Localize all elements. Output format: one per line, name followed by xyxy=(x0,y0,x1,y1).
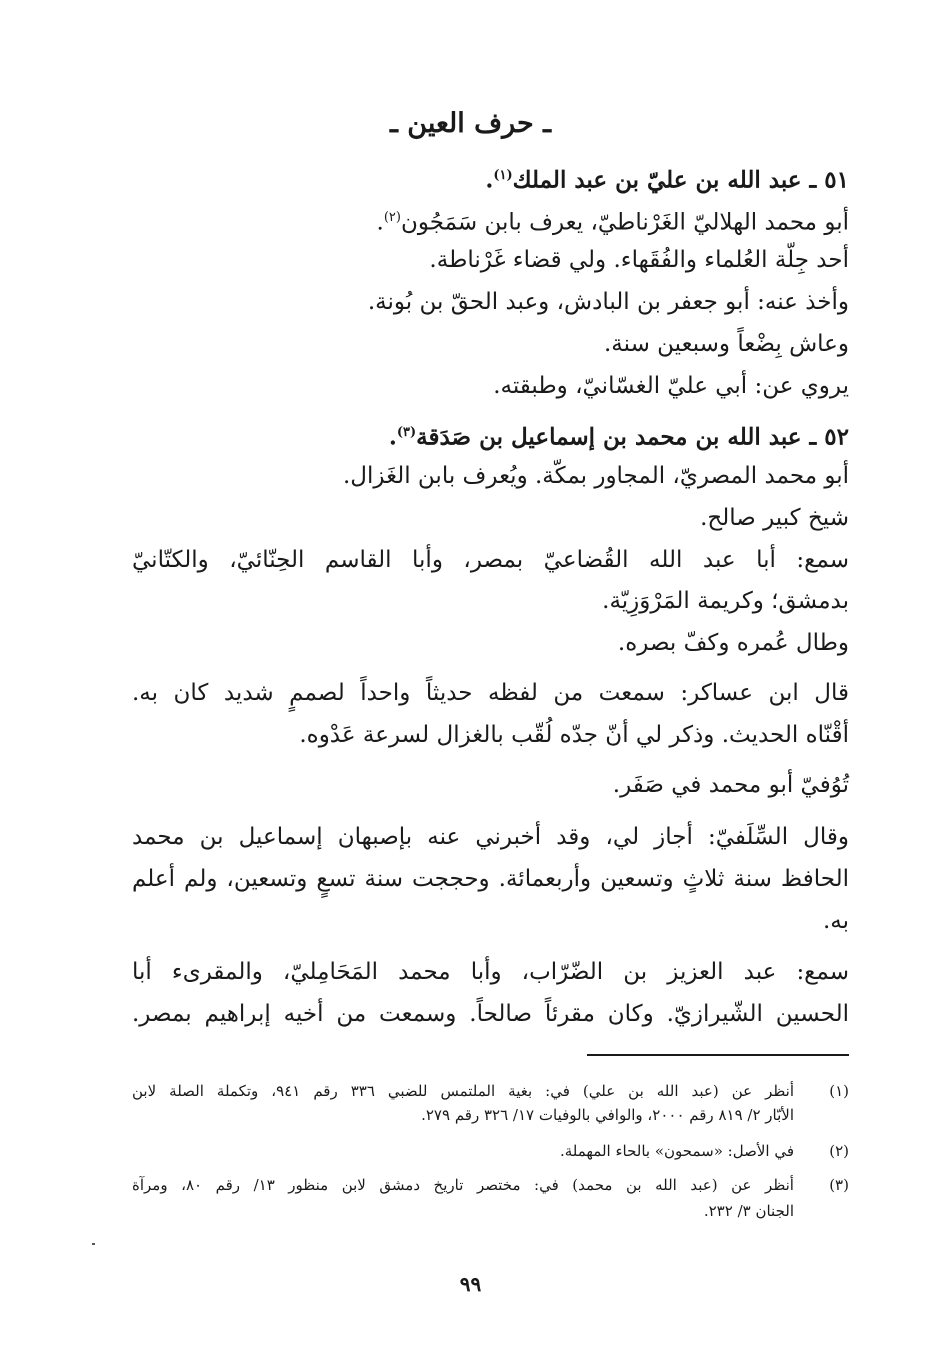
entry-52-heading xyxy=(389,418,849,453)
footnote-ref: (٣) xyxy=(396,425,417,440)
entry-52-line-5: وطال عُمره وكفّ بصره. xyxy=(617,630,849,656)
entry-51-line-5: يروي عن: أبي عليّ الغسّانيّ، وطبقته. xyxy=(493,373,849,399)
footnote-3-line-1 xyxy=(132,1174,849,1196)
entry-51-line-3: وأخذ عنه: أبو جعفر بن البادش، وعبد الحقّ بن بُونة. xyxy=(367,289,849,315)
entry-51-line-1 xyxy=(377,203,849,238)
entry-52-line-9: وقال السِّلَفيّ: أجاز لي، وقد أخبرني عنه بإصبهان إسماعيل بن محمد xyxy=(132,824,849,850)
chapter-title: ـ حرف العين ـ xyxy=(389,108,552,139)
footnote-1-line-1 xyxy=(132,1080,849,1102)
page-number: ٩٩ xyxy=(459,1272,482,1296)
entry-line-text: أبو محمد الهلاليّ الغَرْناطيّ، يعرف بابن سَمَجُون xyxy=(400,209,849,236)
entry-52-line-13: الحسين الشّيرازيّ. وكان مقرئاً صالحاً. وسمعت من أخيه إبراهيم بمصر. xyxy=(132,1001,849,1027)
footnote-ref: (٢) xyxy=(383,210,401,225)
entry-52-line-10: الحافظ سنة ثلاثٍ وتسعين وأربعمائة. وحججت سنة تسعٍ وتسعين، ولم أعلم xyxy=(132,866,849,892)
entry-52-line-12: سمع: عبد العزيز بن الضّرّاب، وأبا محمد المَحَامِليّ، والمقرىء أبا xyxy=(132,959,849,985)
footnote-text: أنظر عن (عبد الله بن محمد) في: مختصر تاريخ دمشق لابن منظور ١٣/ رقم ٨٠، ومرآة xyxy=(132,1176,794,1194)
entry-52-line-3: سمع: أبا عبد الله القُضاعيّ بمصر، وأبا القاسم الحِنّائيّ، والكتّانيّ xyxy=(132,547,849,573)
entry-heading-text: ٥٢ ـ عبد الله بن محمد بن إسماعيل بن صَدَقة xyxy=(416,423,849,451)
entry-52-line-6: قال ابن عساكر: سمعت من لفظه حديثاً واحداً لصممٍ شديد كان به. xyxy=(132,680,849,706)
footnote-number: (٣) xyxy=(829,1176,849,1194)
footnote-text: في الأصل: «سمحون» بالحاء المهملة. xyxy=(559,1142,794,1160)
entry-52-line-7: أقْنّاه الحديث. وذكر لي أنّ جدّه لُقّب بالغزال لسرعة عَدْوه. xyxy=(299,722,849,748)
entry-heading-text: ٥١ ـ عبد الله بن عليّ بن عبد الملك xyxy=(512,166,849,194)
footnote-2-line-1 xyxy=(560,1140,849,1162)
entry-52-line-4: بدمشق؛ وكريمة المَرْوَزِيّة. xyxy=(602,588,849,614)
entry-52-line-2: شيخ كبير صالح. xyxy=(700,505,849,531)
punctuation: . xyxy=(485,166,494,194)
footnote-1-line-2: الأبّار ٢/ ٨١٩ رقم ٢٠٠٠، والوافي بالوفيات ١٧/ ٣٢٦ رقم ٢٧٩. xyxy=(421,1106,794,1124)
footnote-text: أنظر عن (عبد الله بن علي) في: بغية الملتمس للضبي ٣٣٦ رقم ٩٤١، وتكملة الصلة لابن xyxy=(132,1082,794,1100)
entry-51-line-4: وعاش بِضْعاً وسبعين سنة. xyxy=(603,331,849,357)
punctuation: . xyxy=(376,209,384,236)
scan-speck xyxy=(92,1243,95,1245)
punctuation: . xyxy=(388,423,397,451)
footnote-separator xyxy=(587,1054,849,1056)
entry-52-line-8: تُوُفيّ أبو محمد في صَفَر. xyxy=(612,772,849,798)
entry-51-line-2: أحد جِلّة العُلماء والفُقَهاء. ولي قضاء غَرْناطة. xyxy=(429,247,849,273)
footnote-ref: (١) xyxy=(493,168,513,183)
footnote-number: (١) xyxy=(829,1082,849,1100)
footnote-3-line-2: الجنان ٣/ ٢٣٢. xyxy=(703,1202,794,1220)
footnote-number: (٢) xyxy=(829,1142,849,1160)
entry-51-heading xyxy=(485,161,849,196)
entry-52-line-1: أبو محمد المصريّ، المجاور بمكّة. ويُعرف بابن الغَزال. xyxy=(343,463,849,489)
entry-52-line-11: به. xyxy=(822,908,849,934)
